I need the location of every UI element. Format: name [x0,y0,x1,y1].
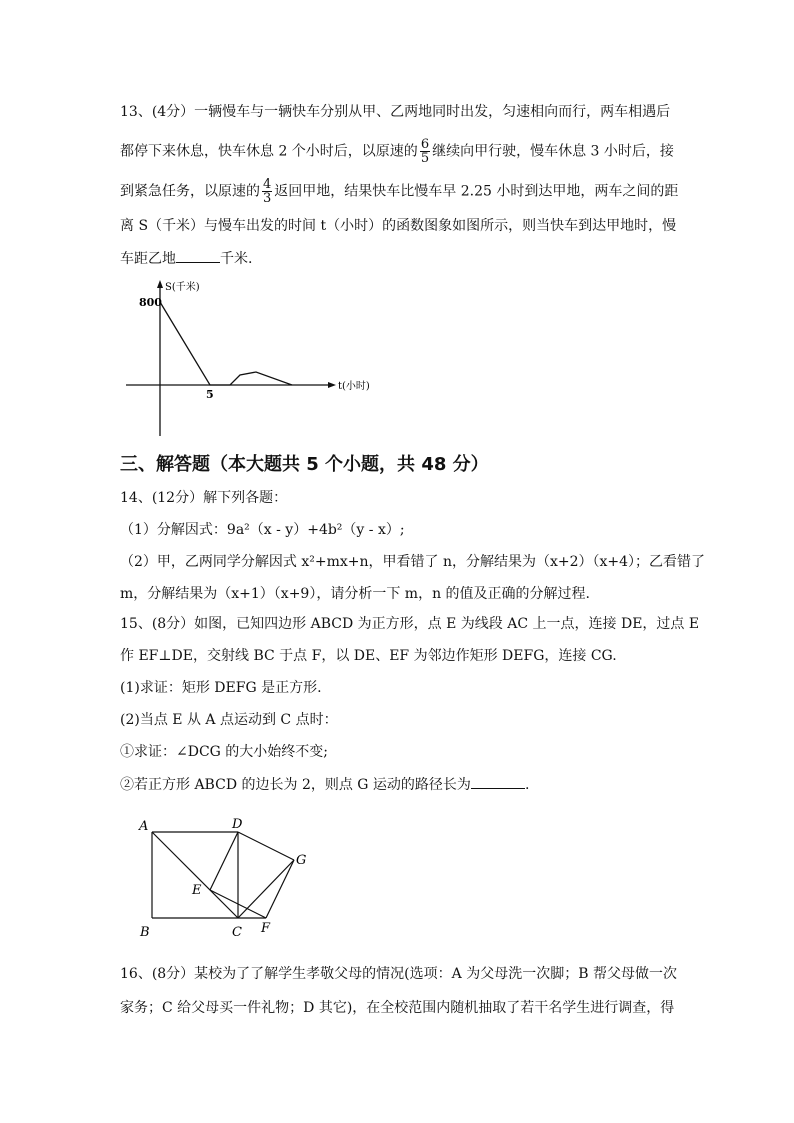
x-axis-arrow [328,382,336,388]
fraction-denominator: 5 [420,151,430,166]
x-tick-5: 5 [206,388,214,401]
q13-line-5 [120,248,252,269]
q13-line-1: 13、(4分）一辆慢车与一辆快车分别从甲、乙两地同时出发，匀速相向而行，两车相遇后 [120,104,671,120]
y-axis-arrow [157,280,163,288]
q16-line-1: 16、(8分）某校为了了解学生孝敬父母的情况(选项：A 为父母洗一次脚；B 帮父母做一次 [120,966,677,982]
label-g: G [296,853,307,868]
q15-line-1: 15、(8分）如图，已知四边形 ABCD 为正方形，点 E 为线段 AC 上一点，连接 DE，过点 E [120,616,700,632]
q15-line-4: (2)当点 E 从 A 点运动到 C 点时： [120,712,338,728]
label-a: A [139,819,149,834]
distance-time-graph [120,278,380,440]
q14-line-4: m，分解结果为（x+1）（x+9），请分析一下 m，n 的值及正确的分解过程. [120,586,590,602]
label-e: E [192,883,202,898]
segment-cg [238,860,294,918]
y-tick-800: 800 [139,296,162,309]
q13-line-2-b: 继续向甲行驶，慢车休息 3 小时后，接 [432,143,674,160]
label-d: D [232,817,243,832]
q16-line-2: 家务；C 给父母买一件礼物；D 其它)，在全校范围内随机抽取了若干名学生进行调查，得 [120,1000,675,1016]
x-axis-label: t(小时) [338,381,370,392]
fraction-four-thirds [262,178,272,205]
label-c: C [232,925,242,940]
section-3-title: 三、解答题（本大题共 5 个小题，共 48 分） [120,454,489,475]
segment-ac [152,832,238,918]
q13-line-2 [120,138,674,165]
segment-de [210,832,238,890]
q15-line-3: (1)求证：矩形 DEFG 是正方形. [120,680,322,696]
q14-line-3: （2）甲，乙两同学分解因式 x²+mx+n，甲看错了 n，分解结果为（x+2）（x+4）；乙看错了 [120,554,706,570]
q15-line-6 [120,774,529,795]
segment-fg [266,860,294,918]
q15-line-6-end: . [524,777,530,793]
q13-line-5-a: 车距乙地 [120,251,176,267]
q13-line-3 [120,178,678,205]
label-f: F [261,921,271,936]
q15-line-6-text: ②若正方形 ABCD 的边长为 2，则点 G 运动的路径长为 [120,777,471,793]
q14-line-2: （1）分解因式：9a²（x - y）+4b²（y - x）; [120,522,405,538]
q15-line-5: ①求证：∠DCG 的大小始终不变; [120,744,329,760]
y-axis-label: S(千米) [165,282,200,293]
answer-blank[interactable] [176,248,220,263]
square-geometry-figure [130,812,320,944]
label-b: B [140,925,150,940]
q14-line-1: 14、(12分）解下列各题： [120,490,288,506]
fraction-numerator: 6 [420,137,430,152]
q13-line-5-b: 千米. [220,251,253,267]
q13-line-3-b: 返回甲地，结果快车比慢车早 2.25 小时到达甲地，两车之间的距 [274,183,679,200]
fraction-denominator: 3 [263,191,272,206]
answer-blank[interactable] [471,774,525,789]
q15-line-2: 作 EF⊥DE，交射线 BC 于点 F，以 DE、EF 为邻边作矩形 DEFG，连接 CG. [120,648,617,664]
q13-line-4: 离 S（千米）与慢车出发的时间 t（小时）的函数图象如图所示，则当快车到达甲地时，慢 [120,218,677,234]
q13-line-2-a: 都停下来休息，快车休息 2 个小时后，以原速的 [120,143,418,160]
segment-gd [238,832,294,860]
q13-line-3-a: 到紧急任务，以原速的 [120,183,260,200]
fraction-numerator: 4 [263,177,272,192]
distance-curve [160,302,292,385]
fraction-six-fifths [420,138,430,165]
